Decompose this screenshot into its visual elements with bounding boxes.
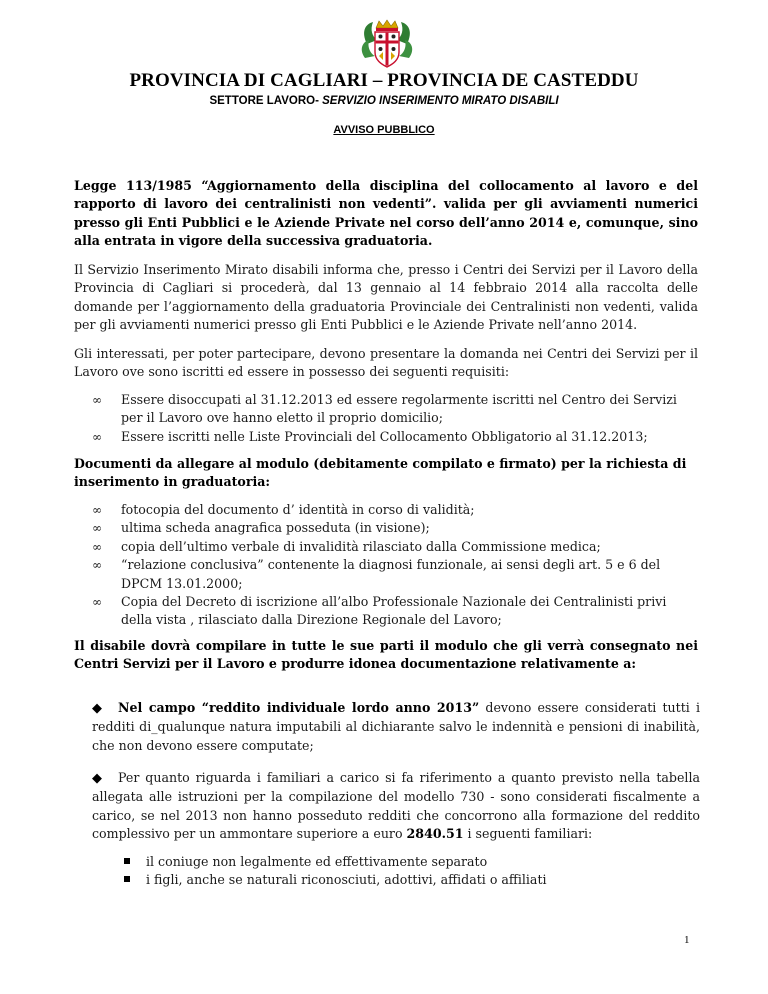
intro-paragraph: Il Servizio Inserimento Mirato disabili informa che, presso i Centri dei Servizi per il Lavoro della Provincia di Cagliari si procederà, dal 13 gennaio al 14 febbraio 2014 alla raccolta delle domande per l’aggiornamento della graduatoria Provinciale dei Centralinisti non vedenti, valida per gli avviamenti numerici presso gli Enti Pubblici e le Aziende Private nell’anno 2014. (74, 262, 698, 333)
square-bullet-icon (124, 876, 130, 882)
requirement-text: Essere iscritti nelle Liste Provinciali del Collocamento Obbligatorio al 31.12.2013; (121, 428, 648, 444)
requirements-list (92, 391, 700, 446)
diamond-bullet-icon: ◆ (92, 701, 102, 716)
list-item (92, 556, 700, 593)
document-text: copia dell’ultimo verbale di invalidità rilasciato dalla Commissione medica; (121, 538, 601, 554)
infinity-bullet-icon: ∞ (92, 521, 102, 536)
provincia-crest-logo (359, 18, 415, 72)
requirements-intro-block (74, 345, 698, 382)
family-members-list (124, 853, 704, 890)
infinity-bullet-icon: ∞ (92, 558, 102, 573)
infinity-bullet-icon: ∞ (92, 503, 102, 517)
income-paragraph (92, 699, 700, 755)
compile-heading: Il disabile dovrà compilare in tutte le sue parti il modulo che gli verrà consegnato nei Centri Servizi per il Lavoro e produrre idonea documentazione relativamente a: (74, 638, 698, 672)
subtitle-department: SETTORE LAVORO- (209, 95, 319, 107)
list-item (92, 538, 700, 556)
document-text: Copia del Decreto di iscrizione all’albo Professionale Nazionale dei Centralinisti privi della vista , rilasciato dalla Direzione Regionale del Lavoro; (121, 594, 667, 628)
family-amount: 2840.51 (406, 826, 464, 842)
intro-block (74, 261, 698, 335)
family-member-text: i figli, anche se naturali riconosciuti, adottivi, affidati o affiliati (146, 872, 547, 888)
page-subtitle (0, 95, 768, 107)
documents-heading-block (74, 455, 698, 492)
requirements-intro: Gli interessati, per poter partecipare, devono presentare la domanda nei Centri dei Servizi per il Lavoro ove sono iscritti ed essere in possesso dei seguenti requisiti: (74, 346, 698, 380)
law-heading-block (74, 177, 698, 251)
income-field-label: Nel campo “reddito individuale lordo anno 2013” (118, 700, 480, 715)
list-item (92, 428, 700, 446)
diamond-bullet-icon: ◆ (92, 771, 102, 786)
documents-list (92, 501, 700, 630)
infinity-bullet-icon: ∞ (92, 539, 102, 554)
square-bullet-icon (124, 858, 130, 864)
list-item (124, 853, 704, 871)
infinity-bullet-icon: ∞ (92, 429, 102, 444)
requirement-text: Essere disoccupati al 31.12.2013 ed essere regolarmente iscritti nel Centro dei Servizi per il Lavoro ove hanno eletto il proprio domicilio; (121, 392, 677, 426)
page-title: PROVINCIA DI CAGLIARI – PROVINCIA DE CASTEDDU (129, 70, 639, 91)
list-item (92, 501, 700, 519)
subtitle-service: SERVIZIO INSERIMENTO MIRATO DISABILI (318, 95, 559, 107)
family-tail: i seguenti familiari: (463, 826, 593, 842)
document-text: “relazione conclusiva” contenente la diagnosi funzionale, ai sensi degli art. 5 e 6 del DPCM 13.01.2000; (121, 557, 661, 591)
documents-heading: Documenti da allegare al modulo (debitamente compilato e firmato) per la richiesta di inserimento in graduatoria: (74, 456, 687, 490)
compile-heading-block (74, 637, 698, 674)
page-number: 1 (684, 934, 690, 946)
list-item (124, 871, 704, 889)
infinity-bullet-icon: ∞ (92, 393, 102, 407)
list-item (92, 391, 700, 428)
list-item (92, 519, 700, 537)
family-paragraph (92, 769, 700, 844)
income-text: devono essere considerati tutti i redditi di_qualunque natura imputabili al dichiarante salvo le indennità e pensioni di inabilità, che non devono essere computate; (92, 700, 700, 753)
notice-heading: AVVISO PUBBLICO (333, 124, 435, 136)
document-text: ultima scheda anagrafica posseduta (in visione); (121, 520, 430, 536)
family-text: Per quanto riguarda i familiari a carico si fa riferimento a quanto previsto nella tabella allegata alle istruzioni per la compilazione del modello 730 - sono considerati fiscalmente a carico, se nel 2013 non hanno posseduto redditi che concorrono alla formazione del reddito complessivo per un ammontare superiore a euro (92, 770, 700, 842)
family-member-text: il coniuge non legalmente ed effettivamente separato (146, 854, 488, 869)
list-item (92, 593, 700, 630)
document-text: fotocopia del documento d’ identità in corso di validità; (121, 502, 475, 517)
infinity-bullet-icon: ∞ (92, 595, 102, 610)
law-heading: Legge 113/1985 “Aggiornamento della disciplina del collocamento al lavoro e del rapporto di lavoro dei centralinisti non vedenti”. valida per gli avviamenti numerici presso gli Enti Pubblici e le Aziende Private nel corso dell’anno 2014 e, comunque, sino alla entrata in vigore della successiva graduatoria. (74, 178, 698, 249)
